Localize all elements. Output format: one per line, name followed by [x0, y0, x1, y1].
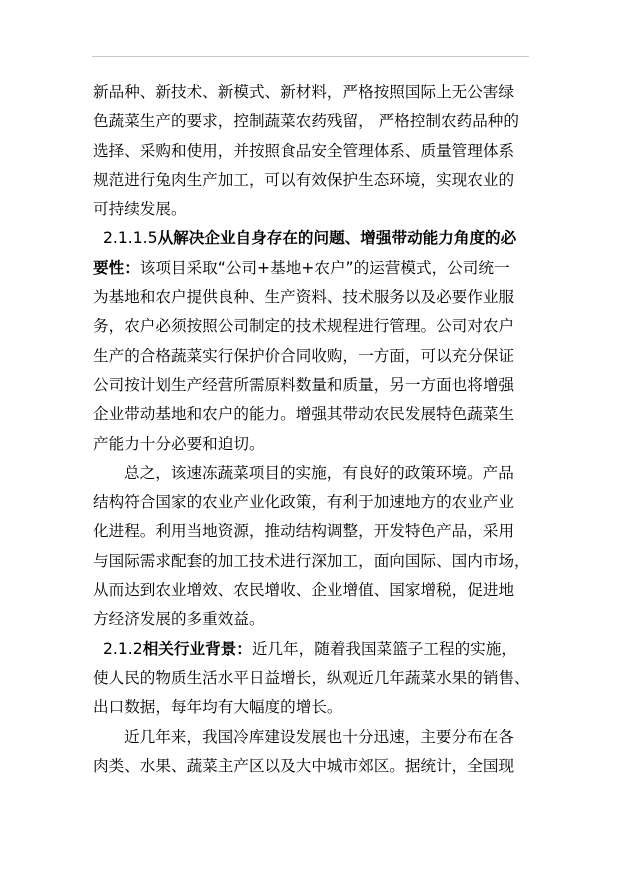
- line-text: 近几年来，我国冷库建设发展也十分迅速，主要分布在各: [124, 727, 514, 746]
- section-heading: 从解决企业自身存在的问题、增强带动能力角度的必: [157, 229, 517, 248]
- text-line: [93, 488, 533, 517]
- line-text: 新品种、新技术、新模式、新材料，严格按照国际上无公害绿: [93, 83, 515, 101]
- section-number: 2.1.2: [103, 639, 143, 658]
- line-text: 出口数据，每年均有大幅度的增长。: [93, 698, 343, 717]
- line-text: 总之，该速冻蔬菜项目的实施，有良好的政策环境。产品: [124, 463, 514, 482]
- text-line: [93, 430, 533, 459]
- text-line: [93, 107, 533, 136]
- line-text: 为基地和农户提供良种、生产资料、技术服务以及必要作业服: [93, 288, 515, 307]
- text-line: [93, 371, 533, 400]
- line-text: 务，农户必须按照公司制定的技术规程进行管理。公司对农户: [93, 317, 515, 336]
- line-text: 该项目采取“公司+基地+农户”的运营模式，公司统一: [139, 258, 510, 277]
- section-number: 2.1.1.5: [103, 229, 158, 248]
- line-text: 方经济发展的多重效益。: [93, 610, 265, 629]
- section-heading: 要性：: [93, 258, 140, 277]
- text-line: [93, 254, 533, 283]
- line-text: 产能力十分必要和迫切。: [93, 434, 265, 453]
- header-rule: [92, 56, 529, 57]
- text-line: [93, 283, 533, 312]
- text-line: [93, 78, 533, 107]
- text-line: [93, 635, 533, 664]
- text-line: [93, 312, 533, 341]
- text-line: [93, 517, 533, 546]
- line-text: 生产的合格蔬菜实行保护价合同收购，一方面，可以充分保证: [93, 346, 515, 365]
- text-line: [93, 547, 533, 576]
- text-line: [93, 166, 533, 195]
- text-line: [93, 342, 533, 371]
- line-text: 选择、采购和使用，并按照食品安全管理体系、质量管理体系: [93, 141, 515, 160]
- text-line: [93, 605, 533, 634]
- section-heading: 相关行业背景：: [142, 639, 252, 658]
- text-line: [93, 723, 533, 752]
- line-text: 与国际需求配套的加工技术进行深加工，面向国际、国内市场，: [93, 551, 530, 570]
- text-line: [93, 400, 533, 429]
- document-body: [93, 78, 533, 781]
- text-line: [93, 224, 533, 253]
- line-text: 使人民的物质生活水平日益增长，纵观近几年蔬菜水果的销售、: [93, 668, 530, 687]
- line-text: 肉类、水果、蔬菜主产区以及大中城市郊区。据统计，全国现: [93, 756, 515, 775]
- line-text: 企业带动基地和农户的能力。增强其带动农民发展特色蔬菜生: [93, 405, 515, 424]
- line-text: 近几年，随着我国菜篮子工程的实施，: [251, 639, 517, 658]
- text-line: [93, 693, 533, 722]
- text-line: [93, 664, 533, 693]
- line-text: 规范进行兔肉生产加工，可以有效保护生态环境，实现农业的: [93, 170, 515, 189]
- text-line: [93, 576, 533, 605]
- text-line: [93, 137, 533, 166]
- line-text: 结构符合国家的农业产业化政策，有利于加速地方的农业产业: [93, 493, 515, 512]
- text-line: [93, 459, 533, 488]
- line-text: 可持续发展。: [93, 200, 187, 219]
- line-text: 化进程。利用当地资源，推动结构调整，开发特色产品，采用: [93, 522, 515, 541]
- line-text: 公司按计划生产经营所需原料数量和质量，另一方面也将增强: [93, 375, 515, 394]
- text-line: [93, 752, 533, 781]
- line-text: 从而达到农业增效、农民增收、企业增值、国家增税，促进地: [93, 581, 515, 600]
- line-text: 色蔬菜生产的要求，控制蔬菜农药残留， 严格控制农药品种的: [93, 112, 519, 131]
- text-line: [93, 195, 533, 224]
